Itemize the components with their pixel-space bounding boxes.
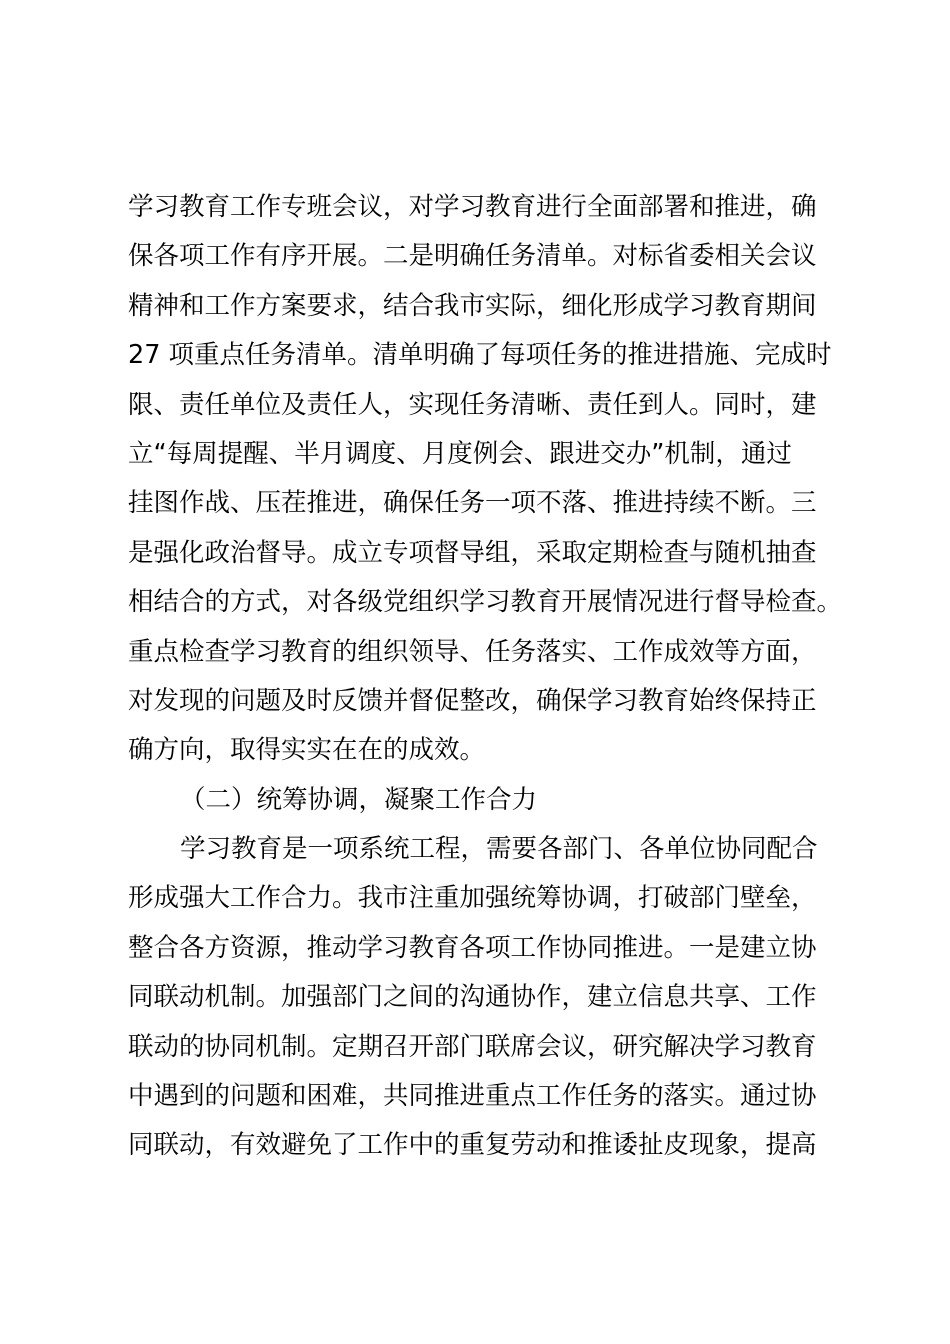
text-line: 保各项工作有序开展。二是明确任务清单。对标省委相关会议 — [128, 241, 817, 272]
text-line: 立“每周提醒、半月调度、月度例会、跟进交办”机制，通过 — [128, 438, 792, 469]
text-line: 重点检查学习教育的组织领导、任务落实、工作成效等方面， — [128, 636, 817, 667]
text-line: 确方向，取得实实在在的成效。 — [128, 735, 486, 766]
text-line: 相结合的方式，对各级党组织学习教育开展情况进行督导检查。 — [128, 587, 843, 618]
text-line: 同联动机制。加强部门之间的沟通协作，建立信息共享、工作 — [128, 982, 817, 1013]
text-line: 学习教育工作专班会议，对学习教育进行全面部署和推进，确 — [128, 192, 817, 222]
text-line: 中遇到的问题和困难，共同推进重点工作任务的落实。通过协 — [128, 1081, 817, 1112]
text-line: 是强化政治督导。成立专项督导组，采取定期检查与随机抽查 — [128, 537, 817, 568]
body-text — [128, 183, 848, 1171]
text-line: 27 项重点任务清单。清单明确了每项任务的推进措施、完成时 — [128, 340, 832, 371]
section-heading: （二）统筹协调，凝聚工作合力 — [180, 784, 538, 815]
text-line: 同联动，有效避免了工作中的重复劳动和推诿扯皮现象，提高 — [128, 1130, 817, 1161]
text-line: 限、责任单位及责任人，实现任务清晰、责任到人。同时，建 — [128, 389, 817, 420]
text-line: 挂图作战、压茬推进，确保任务一项不落、推进持续不断。三 — [128, 488, 817, 519]
text-line: 形成强大工作合力。我市注重加强统筹协调，打破部门壁垒， — [128, 883, 817, 914]
text-line: 对发现的问题及时反馈并督促整改，确保学习教育始终保持正 — [128, 685, 817, 716]
text-line: 整合各方资源，推动学习教育各项工作协同推进。一是建立协 — [128, 932, 817, 963]
paragraph-first-line: 学习教育是一项系统工程，需要各部门、各单位协同配合 — [180, 834, 818, 865]
text-line: 精神和工作方案要求，结合我市实际，细化形成学习教育期间 — [128, 290, 817, 321]
text-line: 联动的协同机制。定期召开部门联席会议，研究解决学习教育 — [128, 1031, 817, 1062]
